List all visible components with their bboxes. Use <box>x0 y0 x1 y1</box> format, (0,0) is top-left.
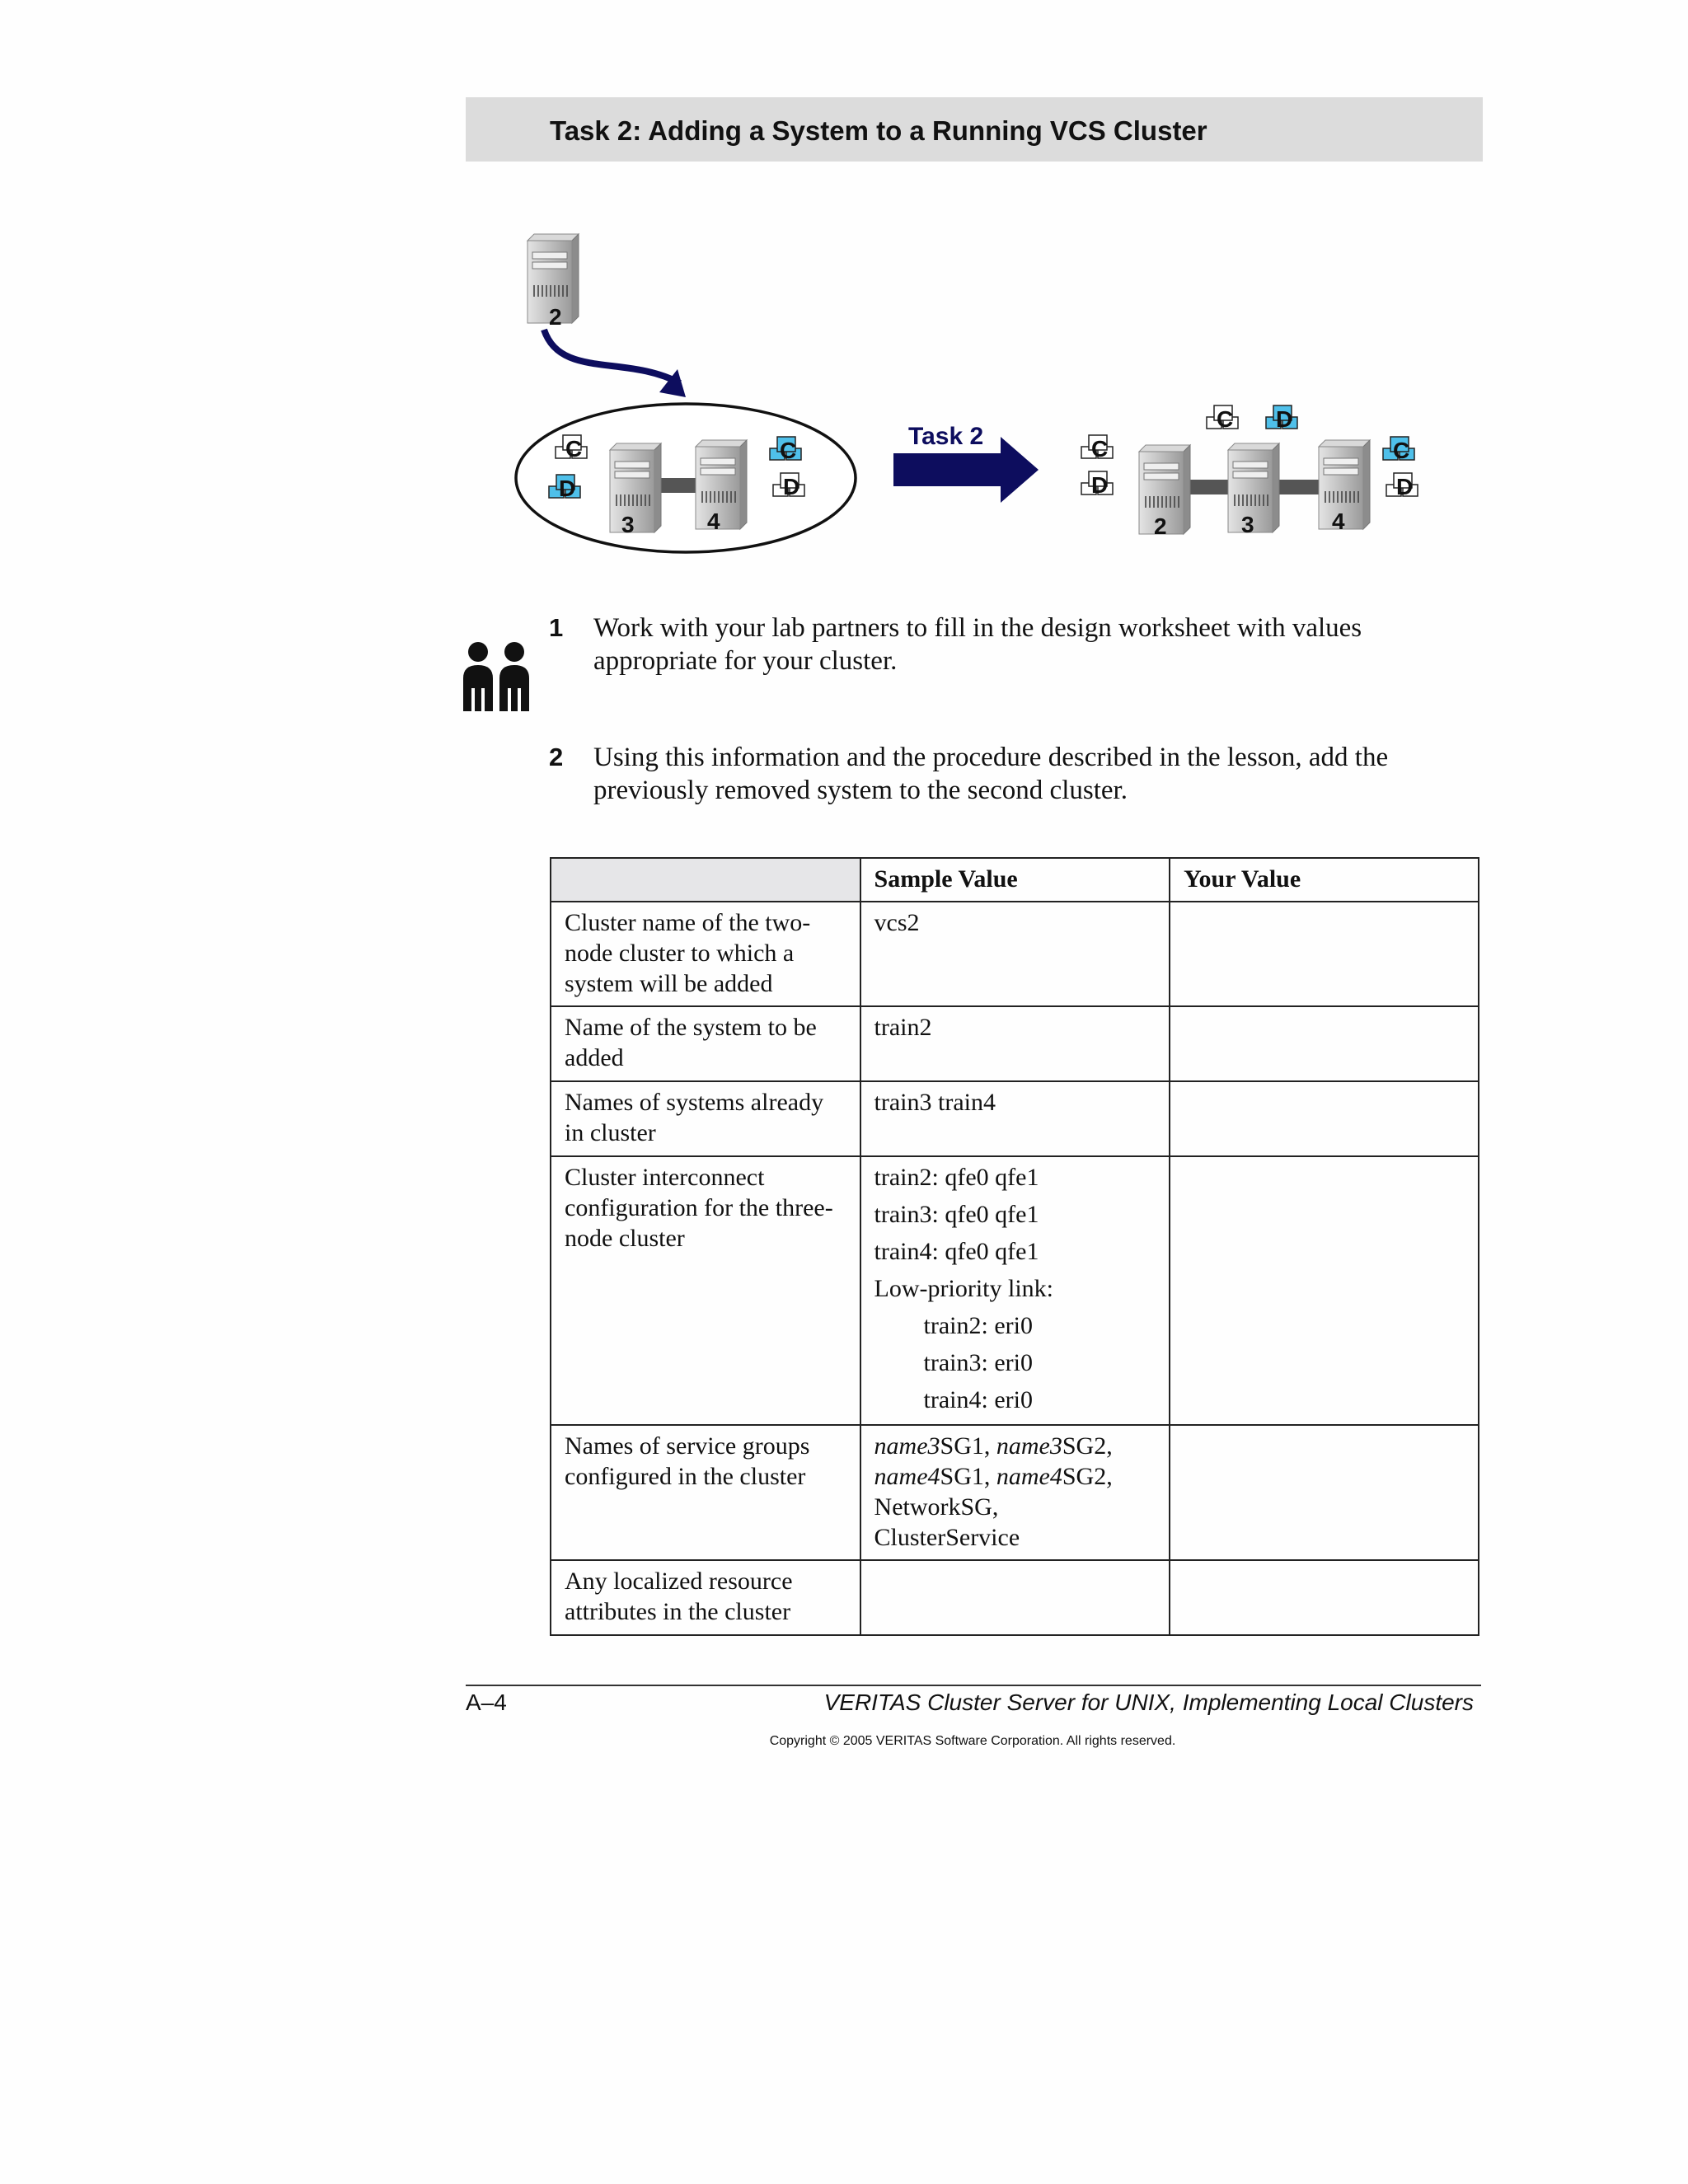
header-sample-value: Sample Value <box>860 858 1170 902</box>
your-value-cell[interactable] <box>1170 1081 1479 1156</box>
service-group-label: D <box>783 474 800 499</box>
sample-value: train3 train4 <box>860 1081 1170 1156</box>
service-group-line: name4SG1, name4SG2, <box>874 1463 1113 1490</box>
server-number: 2 <box>1154 513 1167 539</box>
interconnect-line: Low-priority link: <box>874 1275 1054 1302</box>
step-number: 1 <box>549 613 564 642</box>
interconnect-line: train3: qfe0 qfe1 <box>874 1201 1039 1228</box>
server-icon <box>610 443 661 532</box>
table-row <box>551 1156 1479 1425</box>
your-value-cell[interactable] <box>1170 1425 1479 1560</box>
low-priority-line: train3: eri0 <box>923 1349 1033 1376</box>
server-number: 3 <box>621 512 635 537</box>
service-group-label: D <box>1396 474 1414 499</box>
server-icon <box>696 440 747 529</box>
your-value-cell[interactable] <box>1170 902 1479 1006</box>
server-number: 2 <box>549 304 562 330</box>
server-number: 4 <box>1332 509 1345 534</box>
step-number: 2 <box>549 743 564 771</box>
sample-value: train2 <box>860 1006 1170 1081</box>
row-label: Names of systems already in cluster <box>551 1081 860 1156</box>
row-label: Cluster interconnect configuration for the three-node cluster <box>551 1156 860 1425</box>
service-group-label: C <box>780 438 797 463</box>
table-row <box>551 1425 1479 1560</box>
server-number: 3 <box>1241 512 1254 537</box>
step-text: Using this information and the procedure described in the lesson, add the previously removed system to the second cluster. <box>593 743 1389 805</box>
sample-value <box>860 1425 1170 1560</box>
interconnect-line: train2: qfe0 qfe1 <box>874 1164 1039 1191</box>
page-number: A–4 <box>466 1690 507 1715</box>
lab-partners-icon <box>458 639 534 713</box>
service-group-label: C <box>1393 438 1410 463</box>
sample-value: vcs2 <box>860 902 1170 1006</box>
table-row <box>551 1081 1479 1156</box>
interconnect-line: train4: qfe0 qfe1 <box>874 1238 1039 1265</box>
service-group-label: D <box>1091 472 1109 498</box>
service-group-line: ClusterService <box>874 1524 1020 1551</box>
table-row <box>551 902 1479 1006</box>
cluster-diagram <box>462 223 1451 569</box>
footer-divider <box>466 1685 1481 1686</box>
page-title: Task 2: Adding a System to a Running VCS Cluster <box>550 115 1207 146</box>
table-row <box>551 1560 1479 1635</box>
service-group-line: name3SG1, name3SG2, <box>874 1432 1113 1460</box>
your-value-cell[interactable] <box>1170 1156 1479 1425</box>
book-title: VERITAS Cluster Server for UNIX, Implementing Local Clusters <box>823 1690 1474 1715</box>
title-banner <box>466 97 1483 162</box>
service-group-line: NetworkSG, <box>874 1493 999 1521</box>
row-label: Cluster name of the two-node cluster to which a system will be added <box>551 902 860 1006</box>
server-number: 4 <box>707 509 720 534</box>
low-priority-line: train4: eri0 <box>923 1386 1033 1413</box>
task-label: Task 2 <box>908 423 984 450</box>
header-cell-blank <box>551 858 860 902</box>
your-value-cell[interactable] <box>1170 1560 1479 1635</box>
sample-value <box>860 1156 1170 1425</box>
table-row <box>551 1006 1479 1081</box>
row-label: Names of service groups configured in the cluster <box>551 1425 860 1560</box>
step-text: Work with your lab partners to fill in the design worksheet with values appropriate for your cluster. <box>593 613 1362 676</box>
design-worksheet-table <box>550 857 1479 1636</box>
row-label: Name of the system to be added <box>551 1006 860 1081</box>
service-group-label: D <box>1276 406 1293 432</box>
table-header-row <box>551 858 1479 902</box>
your-value-cell[interactable] <box>1170 1006 1479 1081</box>
low-priority-line: train2: eri0 <box>923 1312 1033 1339</box>
service-group-label: D <box>559 476 576 501</box>
copyright-notice: Copyright © 2005 VERITAS Software Corporation. All rights reserved. <box>769 1734 1176 1748</box>
header-your-value: Your Value <box>1170 858 1479 902</box>
sample-value <box>860 1560 1170 1635</box>
service-group-label: C <box>565 436 583 462</box>
join-arrow <box>544 330 680 383</box>
row-label: Any localized resource attributes in the cluster <box>551 1560 860 1635</box>
service-group-label: C <box>1217 406 1234 432</box>
service-group-label: C <box>1091 436 1109 462</box>
